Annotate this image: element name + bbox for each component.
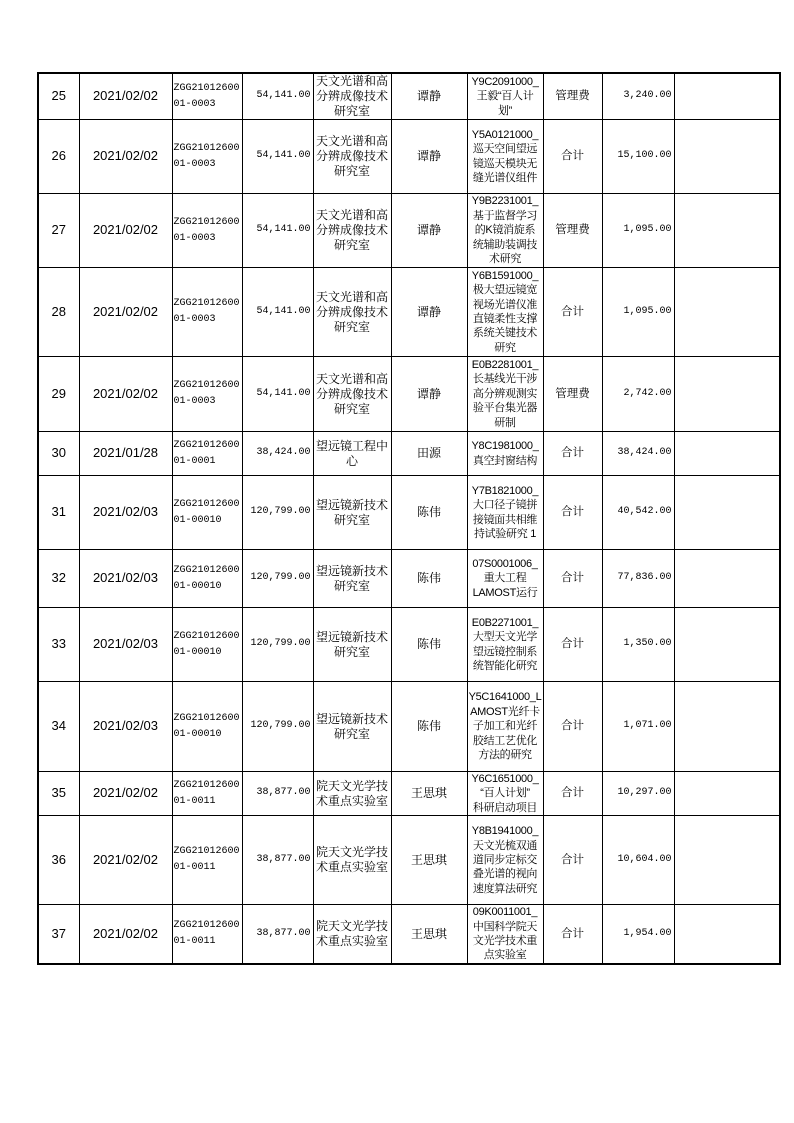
cell-person: 陈伟: [391, 550, 467, 608]
cell-department: 望远镜新技术 研究室: [313, 608, 391, 682]
cell-department: 院天文光学技 术重点实验室: [313, 772, 391, 816]
cell-department: 天文光谱和高 分辨成像技术 研究室: [313, 73, 391, 120]
cell-department: 天文光谱和高 分辨成像技术 研究室: [313, 120, 391, 194]
cell-voucher-amount: 38,877.00: [242, 905, 313, 964]
cell-date: 2021/02/03: [79, 682, 172, 772]
cell-voucher-amount: 38,877.00: [242, 816, 313, 905]
cell-amount: 15,100.00: [602, 120, 674, 194]
cell-person: 谭静: [391, 73, 467, 120]
cell-date: 2021/02/03: [79, 608, 172, 682]
cell-voucher: ZGG21012600 01-0001: [172, 432, 242, 476]
table-row: [38, 550, 780, 608]
cell-fund-type: 合计: [543, 772, 602, 816]
cell-remark: [674, 608, 780, 682]
cell-person: 谭静: [391, 120, 467, 194]
cell-project: Y7B1821000_ 大口径子镜拼 接镜面共相维 持试验研究 1: [467, 476, 543, 550]
cell-fund-type: 合计: [543, 905, 602, 964]
table-row: [38, 268, 780, 357]
table-row: [38, 73, 780, 120]
cell-voucher-amount: 38,424.00: [242, 432, 313, 476]
cell-no: 28: [38, 268, 79, 357]
cell-voucher: ZGG21012600 01-00010: [172, 476, 242, 550]
cell-date: 2021/02/02: [79, 772, 172, 816]
cell-person: 王思琪: [391, 816, 467, 905]
cell-voucher: ZGG21012600 01-0003: [172, 120, 242, 194]
cell-date: 2021/02/02: [79, 357, 172, 432]
cell-remark: [674, 905, 780, 964]
cell-remark: [674, 120, 780, 194]
cell-no: 27: [38, 194, 79, 268]
cell-date: 2021/02/02: [79, 268, 172, 357]
cell-amount: 77,836.00: [602, 550, 674, 608]
cell-voucher: ZGG21012600 01-0003: [172, 357, 242, 432]
table-row: [38, 905, 780, 964]
cell-no: 30: [38, 432, 79, 476]
cell-amount: 1,350.00: [602, 608, 674, 682]
cell-voucher: ZGG21012600 01-0003: [172, 194, 242, 268]
cell-no: 32: [38, 550, 79, 608]
cell-department: 天文光谱和高 分辨成像技术 研究室: [313, 357, 391, 432]
cell-no: 36: [38, 816, 79, 905]
cell-voucher-amount: 54,141.00: [242, 268, 313, 357]
cell-project: Y8B1941000_ 天文光梳双通 道同步定标交 叠光谱的视向 速度算法研究: [467, 816, 543, 905]
table-body: [38, 73, 780, 964]
cell-project: Y5C1641000_L AMOST光纤卡 子加工和光纤 胶结工艺优化 方法的研究: [467, 682, 543, 772]
cell-no: 34: [38, 682, 79, 772]
cell-amount: 1,954.00: [602, 905, 674, 964]
cell-remark: [674, 73, 780, 120]
cell-project: Y6C1651000_ “百人计划” 科研启动项目: [467, 772, 543, 816]
table-row: [38, 682, 780, 772]
cell-person: 谭静: [391, 194, 467, 268]
cell-no: 35: [38, 772, 79, 816]
cell-fund-type: 合计: [543, 476, 602, 550]
cell-person: 谭静: [391, 357, 467, 432]
cell-person: 陈伟: [391, 476, 467, 550]
cell-voucher: ZGG21012600 01-0003: [172, 73, 242, 120]
cell-project: E0B2271001_ 大型天文光学 望远镜控制系 统智能化研究: [467, 608, 543, 682]
cell-fund-type: 管理费: [543, 194, 602, 268]
cell-fund-type: 合计: [543, 682, 602, 772]
cell-fund-type: 合计: [543, 816, 602, 905]
table-row: [38, 476, 780, 550]
cell-fund-type: 合计: [543, 268, 602, 357]
table-row: [38, 432, 780, 476]
cell-amount: 40,542.00: [602, 476, 674, 550]
cell-voucher-amount: 120,799.00: [242, 608, 313, 682]
cell-voucher: ZGG21012600 01-0011: [172, 816, 242, 905]
cell-person: 陈伟: [391, 682, 467, 772]
cell-department: 望远镜新技术 研究室: [313, 476, 391, 550]
cell-amount: 38,424.00: [602, 432, 674, 476]
cell-voucher: ZGG21012600 01-00010: [172, 682, 242, 772]
cell-voucher: ZGG21012600 01-00010: [172, 550, 242, 608]
cell-amount: 1,095.00: [602, 194, 674, 268]
cell-project: Y8C1981000_ 真空封窗结构: [467, 432, 543, 476]
cell-department: 院天文光学技 术重点实验室: [313, 905, 391, 964]
cell-voucher-amount: 120,799.00: [242, 550, 313, 608]
cell-fund-type: 合计: [543, 608, 602, 682]
cell-voucher-amount: 54,141.00: [242, 73, 313, 120]
cell-project: 09K0011001_ 中国科学院天 文光学技术重 点实验室: [467, 905, 543, 964]
cell-date: 2021/02/02: [79, 816, 172, 905]
cell-voucher-amount: 120,799.00: [242, 682, 313, 772]
cell-voucher-amount: 120,799.00: [242, 476, 313, 550]
cell-amount: 1,071.00: [602, 682, 674, 772]
cell-fund-type: 合计: [543, 550, 602, 608]
cell-fund-type: 合计: [543, 120, 602, 194]
cell-amount: 3,240.00: [602, 73, 674, 120]
cell-amount: 10,604.00: [602, 816, 674, 905]
cell-date: 2021/02/02: [79, 194, 172, 268]
ledger-table: [37, 72, 781, 965]
cell-project: Y9B2231001_ 基于监督学习 的K镜消旋系 统辅助装调技 术研究: [467, 194, 543, 268]
cell-project: E0B2281001_ 长基线光干涉 高分辨观测实 验平台集光器 研制: [467, 357, 543, 432]
cell-no: 37: [38, 905, 79, 964]
table-row: [38, 120, 780, 194]
cell-department: 天文光谱和高 分辨成像技术 研究室: [313, 194, 391, 268]
cell-department: 望远镜工程中 心: [313, 432, 391, 476]
cell-project: Y9C2091000_ 王毅“百人计 划”: [467, 73, 543, 120]
cell-remark: [674, 816, 780, 905]
table-row: [38, 194, 780, 268]
cell-person: 田源: [391, 432, 467, 476]
cell-voucher: ZGG21012600 01-00010: [172, 608, 242, 682]
cell-date: 2021/02/03: [79, 550, 172, 608]
cell-voucher: ZGG21012600 01-0011: [172, 905, 242, 964]
cell-project: 07S0001006_ 重大工程 LAMOST运行: [467, 550, 543, 608]
cell-amount: 1,095.00: [602, 268, 674, 357]
cell-remark: [674, 194, 780, 268]
cell-voucher: ZGG21012600 01-0003: [172, 268, 242, 357]
cell-project: Y5A0121000_ 巡天空间望远 镜巡天模块无 缝光谱仪组件: [467, 120, 543, 194]
cell-date: 2021/02/02: [79, 73, 172, 120]
cell-no: 33: [38, 608, 79, 682]
cell-voucher-amount: 54,141.00: [242, 120, 313, 194]
cell-no: 31: [38, 476, 79, 550]
cell-date: 2021/02/03: [79, 476, 172, 550]
cell-no: 26: [38, 120, 79, 194]
cell-person: 谭静: [391, 268, 467, 357]
cell-remark: [674, 550, 780, 608]
table-row: [38, 816, 780, 905]
cell-remark: [674, 476, 780, 550]
cell-department: 天文光谱和高 分辨成像技术 研究室: [313, 268, 391, 357]
table-row: [38, 357, 780, 432]
cell-department: 望远镜新技术 研究室: [313, 550, 391, 608]
table-row: [38, 772, 780, 816]
cell-remark: [674, 268, 780, 357]
cell-no: 25: [38, 73, 79, 120]
cell-voucher: ZGG21012600 01-0011: [172, 772, 242, 816]
cell-voucher-amount: 38,877.00: [242, 772, 313, 816]
cell-remark: [674, 357, 780, 432]
cell-remark: [674, 772, 780, 816]
table-row: [38, 608, 780, 682]
cell-fund-type: 管理费: [543, 73, 602, 120]
cell-fund-type: 管理费: [543, 357, 602, 432]
cell-voucher-amount: 54,141.00: [242, 194, 313, 268]
cell-amount: 10,297.00: [602, 772, 674, 816]
cell-project: Y6B1591000_ 极大望远镜宽 视场光谱仪准 直镜柔性支撑 系统关键技术 研究: [467, 268, 543, 357]
cell-department: 望远镜新技术 研究室: [313, 682, 391, 772]
cell-date: 2021/01/28: [79, 432, 172, 476]
cell-person: 王思琪: [391, 772, 467, 816]
cell-date: 2021/02/02: [79, 120, 172, 194]
cell-amount: 2,742.00: [602, 357, 674, 432]
cell-person: 王思琪: [391, 905, 467, 964]
cell-remark: [674, 432, 780, 476]
cell-person: 陈伟: [391, 608, 467, 682]
cell-voucher-amount: 54,141.00: [242, 357, 313, 432]
cell-department: 院天文光学技 术重点实验室: [313, 816, 391, 905]
cell-fund-type: 合计: [543, 432, 602, 476]
cell-remark: [674, 682, 780, 772]
cell-no: 29: [38, 357, 79, 432]
cell-date: 2021/02/02: [79, 905, 172, 964]
